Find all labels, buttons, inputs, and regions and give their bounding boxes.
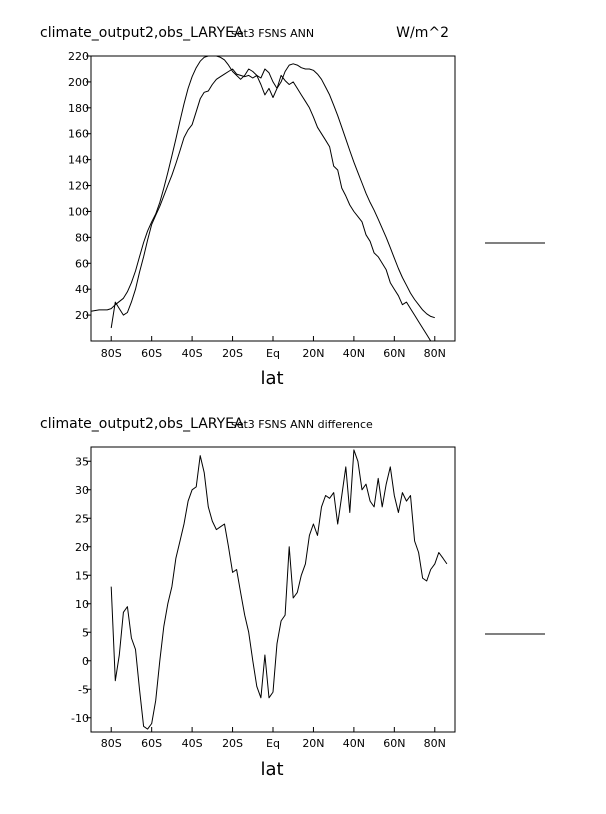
y-tick-label: 100 [68, 205, 89, 219]
x-tick-label: 20N [302, 347, 325, 360]
y-tick-label: 20 [75, 309, 89, 323]
y-tick-label: 30 [75, 483, 89, 497]
y-tick-label: 160 [68, 127, 89, 141]
x-tick-label: 40S [181, 347, 203, 360]
y-tick-label: 10 [75, 597, 89, 611]
x-tick-label: 20N [302, 737, 325, 750]
chart-subtitle: set3 FSNS ANN difference [231, 418, 373, 431]
y-tick-label: -5 [78, 683, 89, 697]
x-tick-label: Eq [266, 737, 280, 750]
y-tick-label: 180 [68, 101, 89, 115]
x-tick-label: 80S [100, 347, 122, 360]
x-tick-label: 60N [383, 347, 406, 360]
y-tick-label: 20 [75, 540, 89, 554]
y-tick-label: 200 [68, 75, 89, 89]
x-tick-label: 20S [222, 347, 244, 360]
series-line-1 [111, 450, 447, 729]
x-tick-label: 60S [141, 347, 163, 360]
x-tick-label: 80S [100, 737, 122, 750]
x-tick-label: 20S [222, 737, 244, 750]
y-tick-label: 25 [75, 512, 89, 526]
chart-units: W/m^2 [396, 25, 449, 41]
x-tick-label: 60N [383, 737, 406, 750]
x-axis-label: lat [260, 368, 284, 389]
bottom-chart-panel [40, 416, 455, 780]
x-tick-label: 80N [423, 737, 446, 750]
y-tick-label: 80 [75, 231, 89, 245]
plot-frame [91, 56, 455, 341]
x-tick-label: 40S [181, 737, 203, 750]
x-tick-label: 40N [342, 347, 366, 360]
x-tick-label: 60S [141, 737, 163, 750]
y-tick-label: 60 [75, 257, 89, 271]
y-tick-label: 40 [75, 283, 89, 297]
y-tick-label: -10 [71, 711, 89, 725]
y-tick-label: 35 [75, 455, 89, 469]
y-tick-label: 120 [68, 179, 89, 193]
x-tick-label: 40N [342, 737, 366, 750]
x-tick-label: 80N [423, 347, 446, 360]
y-tick-label: 140 [68, 153, 89, 167]
chart-title: climate_output2,obs_LARYEA [40, 416, 244, 432]
top-chart-panel [40, 25, 455, 389]
series-line-1 [91, 56, 435, 318]
y-tick-label: 5 [82, 626, 89, 640]
y-tick-label: 15 [75, 569, 89, 583]
chart-title: climate_output2,obs_LARYEA [40, 25, 244, 41]
x-tick-label: Eq [266, 347, 280, 360]
y-tick-label: 0 [82, 654, 89, 668]
y-tick-label: 220 [68, 50, 89, 63]
chart-subtitle: set3 FSNS ANN [231, 27, 315, 40]
x-axis-label: lat [260, 759, 284, 780]
